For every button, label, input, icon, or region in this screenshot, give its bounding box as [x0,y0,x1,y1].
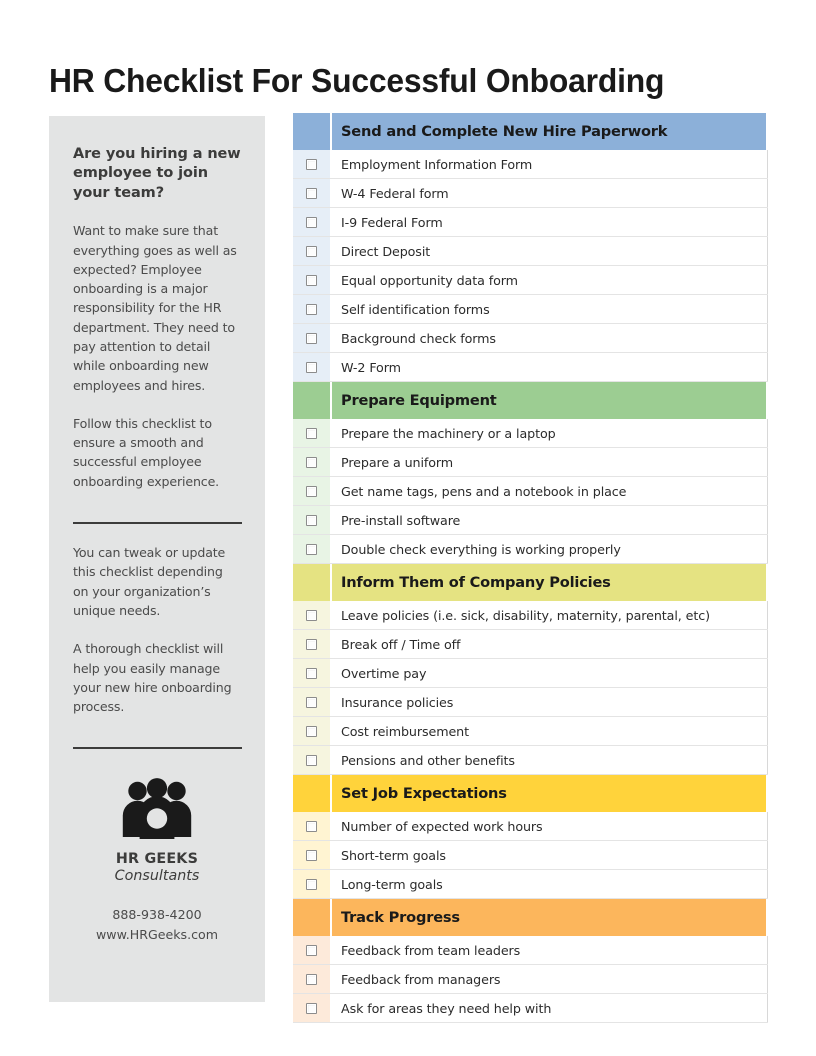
checkbox-cell [293,353,330,381]
checkbox-cell [293,419,330,447]
logo-tagline: Consultants [114,868,200,885]
contact-phone: 888-938-4200 [112,907,202,923]
sidebar-paragraph-1: Want to make sure that everything goes as well as expected? Employee onboarding is a major responsibility for the HR department. They need to pay attention to detail while onboarding new employees and hires. [73,223,237,393]
checklist-row [293,870,768,899]
checklist-checkbox[interactable] [306,668,317,679]
checklist-row [293,295,768,324]
checklist-item-label: Short-term goals [332,841,768,869]
checklist-item-label: Ask for areas they need help with [332,994,768,1022]
checkbox-cell [293,841,330,869]
checklist-item-label: W-4 Federal form [332,179,768,207]
checklist-item-label: Prepare a uniform [332,448,768,476]
sidebar-paragraph-2: Follow this checklist to ensure a smooth and successful employee onboarding experience. [73,415,220,489]
checklist-row [293,150,768,179]
section-header-box [293,113,330,150]
checklist-checkbox[interactable] [306,486,317,497]
checkbox-cell [293,448,330,476]
checklist-item-label: Insurance policies [332,688,768,716]
checklist-row [293,601,768,630]
checklist-checkbox[interactable] [306,879,317,890]
section-header [293,775,766,812]
checklist-item-label: Equal opportunity data form [332,266,768,294]
checklist-row [293,535,768,564]
checklist-row [293,477,768,506]
checklist-section [293,564,768,775]
section-header-box [293,382,330,419]
contact-block [73,905,241,945]
checklist-item-label: Pensions and other benefits [332,746,768,774]
checklist-row [293,659,768,688]
checklist-checkbox[interactable] [306,515,317,526]
checklist-checkbox[interactable] [306,159,317,170]
checklist-row [293,506,768,535]
section-title: Send and Complete New Hire Paperwork [332,113,766,150]
checklist-item-label: Break off / Time off [332,630,768,658]
checklist-item-label: Background check forms [332,324,768,352]
checklist-item-label: Cost reimbursement [332,717,768,745]
checklist-section [293,382,768,564]
checkbox-cell [293,535,330,563]
checklist-checkbox[interactable] [306,188,317,199]
checklist-section [293,899,768,1023]
checkbox-cell [293,506,330,534]
three-people-group-icon [122,777,192,839]
checklist-checkbox[interactable] [306,945,317,956]
checklist-item-label: Pre-install software [332,506,768,534]
checklist-row [293,812,768,841]
checklist-item-label: Feedback from managers [332,965,768,993]
section-title: Track Progress [332,899,766,936]
checkbox-cell [293,717,330,745]
checklist-item-label: Employment Information Form [332,150,768,178]
checklist-checkbox[interactable] [306,610,317,621]
checklist-checkbox[interactable] [306,246,317,257]
checklist-row [293,630,768,659]
checkbox-cell [293,870,330,898]
checklist-row [293,746,768,775]
checklist-checkbox[interactable] [306,333,317,344]
checkbox-cell [293,688,330,716]
checklist-item-label: Double check everything is working properly [332,535,768,563]
checklist-row [293,266,768,295]
checkbox-cell [293,812,330,840]
contact-website: www.HRGeeks.com [96,927,218,943]
checklist-row [293,994,768,1023]
checklist-section [293,775,768,899]
checkbox-cell [293,150,330,178]
checklist-item-label: I-9 Federal Form [332,208,768,236]
checklist-item-label: Long-term goals [332,870,768,898]
checklist-checkbox[interactable] [306,974,317,985]
checkbox-cell [293,601,330,629]
checklist-row [293,936,768,965]
checklist-checkbox[interactable] [306,697,317,708]
checklist-row [293,448,768,477]
checkbox-cell [293,965,330,993]
checkbox-cell [293,208,330,236]
sidebar-divider-1 [73,522,242,524]
section-header [293,113,766,150]
section-header-box [293,899,330,936]
checklist-checkbox[interactable] [306,850,317,861]
section-header-box [293,564,330,601]
checklist-row [293,717,768,746]
sidebar-panel [49,116,265,1002]
checklist-section [293,113,768,382]
checklist-item-label: Direct Deposit [332,237,768,265]
checklist-checkbox[interactable] [306,544,317,555]
section-title: Inform Them of Company Policies [332,564,766,601]
checklist-checkbox[interactable] [306,217,317,228]
checklist-row [293,353,768,382]
checklist-row [293,208,768,237]
checklist-row [293,237,768,266]
section-header-box [293,775,330,812]
logo-company-name: HR GEEKS [115,851,199,868]
checklist-checkbox[interactable] [306,821,317,832]
sidebar-paragraph-3: You can tweak or update this checklist depending on your organization’s unique needs. [73,545,226,618]
checklist-checkbox[interactable] [306,275,317,286]
sidebar-divider-2 [73,747,242,749]
checklist-row [293,965,768,994]
checklist-table [293,113,768,1023]
section-header [293,899,766,936]
checklist-item-label: W-2 Form [332,353,768,381]
page-title: HR Checklist For Successful Onboarding [49,63,665,101]
checkbox-cell [293,237,330,265]
checkbox-cell [293,994,330,1022]
checklist-checkbox[interactable] [306,639,317,650]
checklist-item-label: Leave policies (i.e. sick, disability, maternity, parental, etc) [332,601,768,629]
checklist-checkbox[interactable] [306,457,317,468]
section-title: Set Job Expectations [332,775,766,812]
section-title: Prepare Equipment [332,382,766,419]
checkbox-cell [293,936,330,964]
logo-block [73,777,241,884]
checklist-row [293,688,768,717]
checklist-checkbox[interactable] [306,362,317,373]
checklist-row [293,419,768,448]
checklist-checkbox[interactable] [306,755,317,766]
checkbox-cell [293,477,330,505]
checklist-item-label: Get name tags, pens and a notebook in place [332,477,768,505]
checkbox-cell [293,266,330,294]
section-header [293,382,766,419]
checklist-checkbox[interactable] [306,1003,317,1014]
checklist-item-label: Overtime pay [332,659,768,687]
checklist-row [293,324,768,353]
checkbox-cell [293,746,330,774]
checklist-item-label: Self identification forms [332,295,768,323]
checkbox-cell [293,324,330,352]
section-header [293,564,766,601]
checklist-checkbox[interactable] [306,726,317,737]
checklist-row [293,179,768,208]
checkbox-cell [293,659,330,687]
checklist-row [293,841,768,870]
checklist-checkbox[interactable] [306,304,317,315]
sidebar-heading: Are you hiring a new employee to join your team? [73,146,241,201]
checkbox-cell [293,295,330,323]
sidebar-paragraph-4: A thorough checklist will help you easily manage your new hire onboarding process. [73,641,232,715]
checklist-item-label: Prepare the machinery or a laptop [332,419,768,447]
checkbox-cell [293,630,330,658]
checklist-item-label: Number of expected work hours [332,812,768,840]
checkbox-cell [293,179,330,207]
checklist-item-label: Feedback from team leaders [332,936,768,964]
checklist-checkbox[interactable] [306,428,317,439]
